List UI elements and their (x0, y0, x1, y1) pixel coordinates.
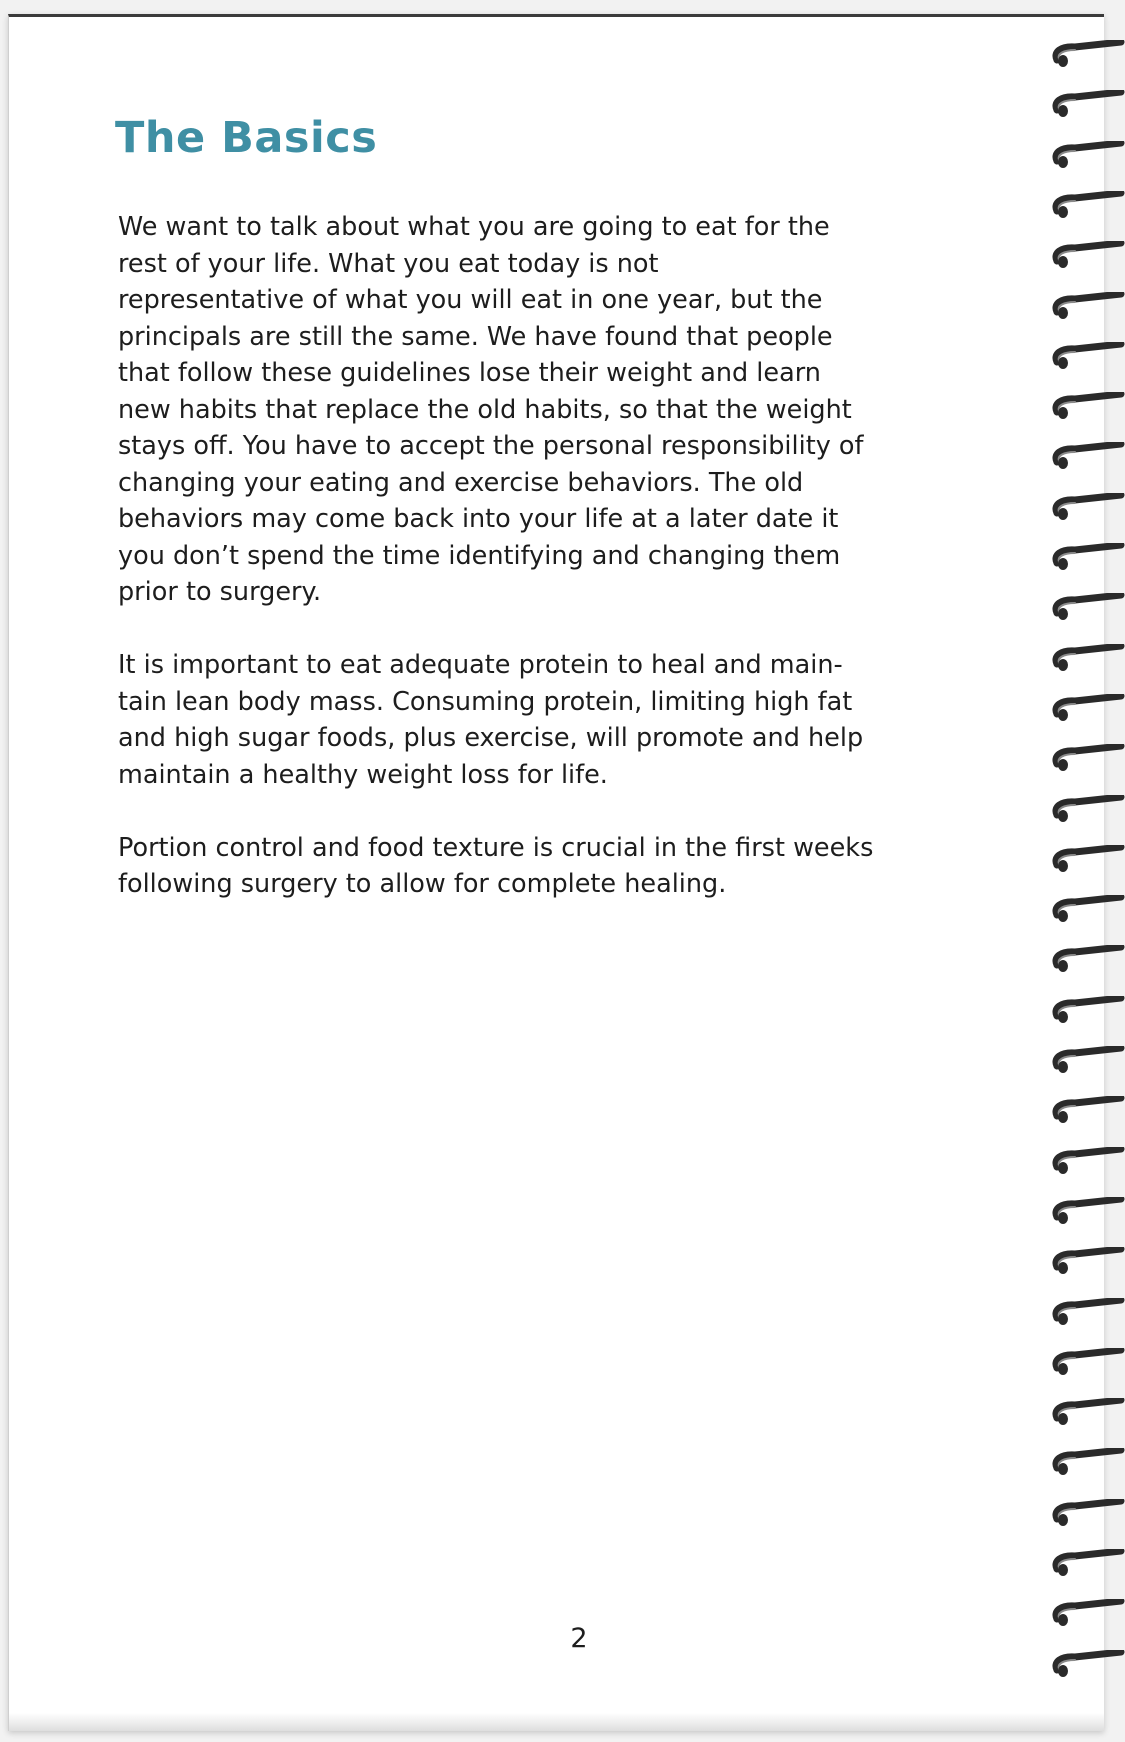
binding-coil (1051, 895, 1125, 925)
binding-coil (1051, 141, 1125, 171)
text-line: following surgery to allow for complete healing. (118, 869, 727, 899)
body-text (118, 209, 1038, 939)
text-line: changing your eating and exercise behaviors. The old (118, 467, 804, 498)
binding-coil (1051, 694, 1125, 724)
binding-coil (1051, 493, 1125, 523)
binding-coil (1051, 1499, 1125, 1529)
binding-coil (1051, 442, 1125, 472)
binding-coil (1051, 40, 1125, 70)
binding-coil (1051, 90, 1125, 120)
spiral-binding (1043, 40, 1125, 1730)
binding-coil (1051, 1599, 1125, 1629)
text-line: you don’t spend the time identifying and changing them (118, 540, 841, 571)
binding-coil (1051, 744, 1125, 774)
binding-coil (1051, 342, 1125, 372)
text-line: Portion control and food texture is crucial in the first weeks (118, 832, 874, 863)
binding-coil (1051, 644, 1125, 674)
binding-coil (1051, 845, 1125, 875)
text-line: rest of your life. What you eat today is not (118, 248, 659, 279)
binding-coil (1051, 1096, 1125, 1126)
text-line: maintain a healthy weight loss for life. (118, 759, 608, 790)
binding-coil (1051, 1650, 1125, 1680)
binding-coil (1051, 1147, 1125, 1177)
text-line: It is important to eat adequate protein to heal and main- (118, 650, 843, 680)
text-line: stays off. You have to accept the personal responsibility of (118, 431, 864, 461)
binding-coil (1051, 1197, 1125, 1227)
binding-coil (1051, 1549, 1125, 1579)
text-line: principals are still the same. We have found that people (118, 321, 833, 352)
text-line: We want to talk about what you are going to eat for the (118, 212, 830, 242)
binding-coil (1051, 1247, 1125, 1277)
text-line: new habits that replace the old habits, so that the weight (118, 394, 852, 425)
binding-coil (1051, 1348, 1125, 1378)
binding-coil (1051, 1298, 1125, 1328)
page-number: 2 (570, 1623, 588, 1654)
binding-coil (1051, 795, 1125, 825)
binding-coil (1051, 191, 1125, 221)
binding-coil (1051, 996, 1125, 1026)
binding-coil (1051, 392, 1125, 422)
binding-coil (1051, 593, 1125, 623)
text-line: representative of what you will eat in one year, but the (118, 285, 823, 315)
binding-coil (1051, 1046, 1125, 1076)
document-page (8, 14, 1104, 1731)
text-line: and high sugar foods, plus exercise, will promote and help (118, 723, 864, 753)
binding-coil (1051, 945, 1125, 975)
page-title: The Basics (115, 113, 378, 163)
binding-coil (1051, 1448, 1125, 1478)
page-shadow (9, 1713, 1104, 1731)
text-line: behaviors may come back into your life at a later date it (118, 504, 839, 534)
binding-coil (1051, 543, 1125, 573)
paragraph-1 (118, 209, 1038, 611)
binding-coil (1051, 241, 1125, 271)
paragraph-2 (118, 647, 1038, 793)
binding-coil (1051, 1398, 1125, 1428)
text-line: tain lean body mass. Consuming protein, limiting high fat (118, 686, 853, 717)
text-line: prior to surgery. (118, 577, 322, 607)
paragraph-3 (118, 830, 1038, 903)
binding-coil (1051, 292, 1125, 322)
text-line: that follow these guidelines lose their weight and learn (118, 358, 821, 388)
